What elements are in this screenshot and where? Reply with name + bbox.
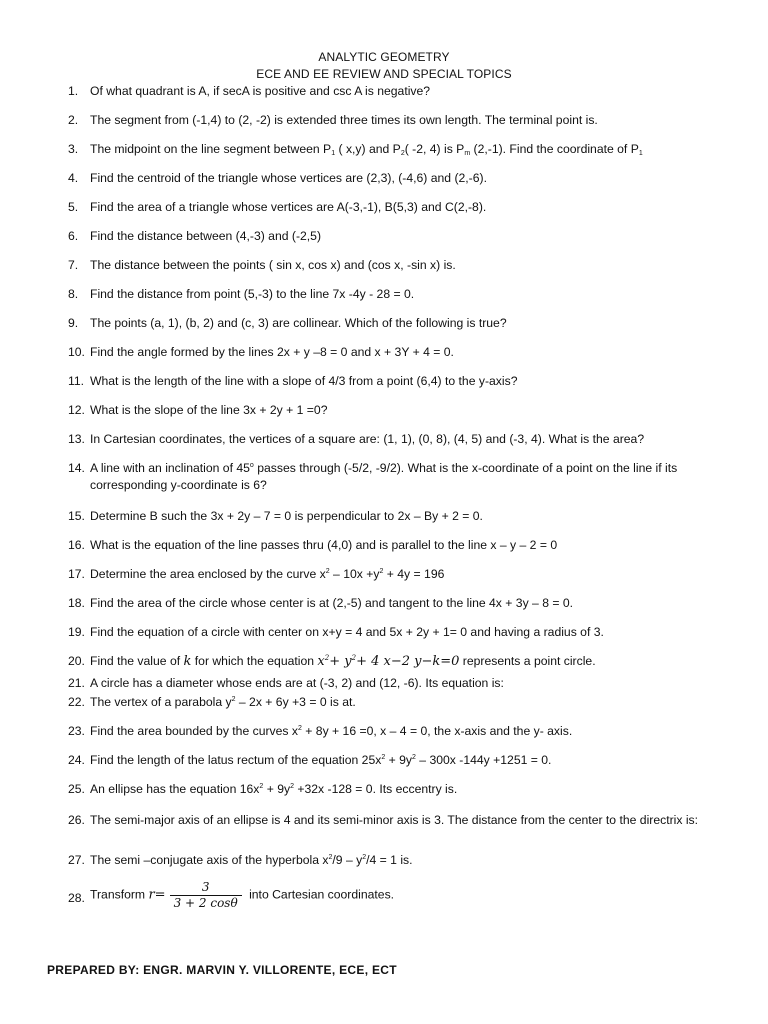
question-text: Find the length of the latus rectum of the equation $25x^2 + 9y^2 - 300x$ -144y +1251 = 0. (90, 753, 552, 767)
question-item (68, 315, 728, 332)
question-item (68, 373, 728, 390)
question-number: 17. (68, 567, 85, 581)
question-text: Of what quadrant is A, if secA is positive and csc A is negative? (90, 84, 431, 98)
prepared-by-footer: PREPARED BY: ENGR. MARVIN Y. VILLORENTE, ECE, ECT (47, 963, 397, 977)
question-text: Transform r= $\frac{3}{3 + 2 \cos\theta}$ into Cartesian coordinates. (90, 880, 395, 910)
question-item (68, 112, 728, 129)
question-text: Find the area bounded by the curves $x^2 + 8y + 16 =0$, x – 4 = 0, the x-axis and the y- axis. (90, 724, 573, 738)
question-item (68, 675, 728, 692)
question-number: 22. (68, 695, 85, 709)
question-number: 9. (68, 316, 79, 330)
question-number: 27. (68, 853, 85, 867)
question-number: 3. (68, 142, 79, 156)
question-text: Find the angle formed by the lines 2x + y –8 = 0 and x + 3Y + 4 = 0. (90, 345, 454, 359)
question-text: What is the equation of the line passes thru (4,0) and is parallel to the line x – y – 2 = 0 (90, 538, 558, 552)
question-text: The semi –conjugate axis of the hyperbola $x^2/9 - y^2/4 = 1$ is. (90, 853, 413, 867)
question-item (68, 508, 728, 525)
question-number: 24. (68, 753, 85, 767)
question-number: 1. (68, 84, 79, 98)
question-number: 19. (68, 625, 85, 639)
question-item (68, 694, 728, 711)
question-item (68, 537, 728, 554)
question-number: 15. (68, 509, 85, 523)
question-item (68, 781, 728, 798)
question-item (68, 595, 728, 612)
question-number: 10. (68, 345, 85, 359)
question-number: 13. (68, 432, 85, 446)
question-text: What is the slope of the line 3x + 2y + 1 =0? (90, 403, 328, 417)
question-number: 14. (68, 461, 85, 475)
question-text: Find the distance from point (5,-3) to the line 7x -4y - 28 = 0. (90, 287, 415, 301)
question-item (68, 83, 728, 100)
question-text: The midpoint on the line segment between $P_1$ ( x,y) and $P_2$( -2, 4) is $P_m$ (2,-1). Find the coordinate of $P_1$ (90, 142, 643, 157)
question-number: 7. (68, 258, 79, 272)
question-item (68, 566, 728, 583)
question-item (68, 170, 728, 187)
document-subtitle: ECE AND EE REVIEW AND SPECIAL TOPICS (256, 67, 512, 81)
question-item (68, 752, 728, 769)
document-title: ANALYTIC GEOMETRY (318, 50, 450, 64)
point-circle-equation: $x^2+ y^2+ 4$ x−2 y−k=0 (317, 654, 460, 669)
question-text: A line with an inclination of 45$^o$ passes through (-5/2, -9/2). What is the x-coordinate of a point on the line if its corresponding y-coordinate is 6? (90, 461, 678, 492)
question-text: What is the length of the line with a slope of 4/3 from a point (6,4) to the y-axis? (90, 374, 518, 388)
question-text: Find the area of a triangle whose vertices are A(-3,-1), B(5,3) and C(2,-8). (90, 200, 487, 214)
question-text: Find the area of the circle whose center is at (2,-5) and tangent to the line 4x + 3y – 8 = 0. (90, 596, 574, 610)
question-number: 12. (68, 403, 85, 417)
question-item (68, 257, 728, 274)
question-text: The distance between the points ( sin x, cos x) and (cos x, -sin x) is. (90, 258, 456, 272)
question-item (68, 286, 728, 303)
question-text: A circle has a diameter whose ends are at (-3, 2) and (12, -6). Its equation is: (90, 676, 504, 690)
question-item (68, 344, 728, 361)
question-item (68, 431, 728, 448)
question-text: An ellipse has the equation $16x^2 + 9y^2 +32x$ -128 = 0. Its eccentry is. (90, 782, 458, 796)
question-text: Find the equation of a circle with center on x+y = 4 and 5x + 2y + 1= 0 and having a radius of 3. (90, 625, 604, 639)
question-item (68, 880, 728, 911)
question-number: 25. (68, 782, 85, 796)
question-text: The points (a, 1), (b, 2) and (c, 3) are collinear. Which of the following is true? (90, 316, 507, 330)
question-item (68, 723, 728, 740)
question-item (68, 199, 728, 216)
question-text: The vertex of a parabola $y^2 - 2x + 6y +3 = 0$ is at. (90, 695, 356, 709)
question-item (68, 852, 728, 869)
question-number: 5. (68, 200, 79, 214)
question-number: 18. (68, 596, 85, 610)
question-item (68, 812, 728, 829)
question-number: 16. (68, 538, 85, 552)
question-number: 8. (68, 287, 79, 301)
question-number: 23. (68, 724, 85, 738)
question-item (68, 460, 728, 494)
question-number: 6. (68, 229, 79, 243)
question-item (68, 228, 728, 245)
question-number: 4. (68, 171, 79, 185)
question-text: The semi-major axis of an ellipse is 4 and its semi-minor axis is 3. The distance from the center to the directrix is: (90, 813, 699, 827)
question-item (68, 141, 728, 158)
question-number: 2. (68, 113, 79, 127)
question-number: 11. (68, 374, 85, 388)
question-text: Find the centroid of the triangle whose vertices are (2,3), (-4,6) and (2,-6). (90, 171, 487, 185)
question-item (68, 402, 728, 419)
question-number: 20. (68, 654, 85, 668)
question-text: Find the distance between (4,-3) and (-2,5) (90, 229, 322, 243)
question-number: 26. (68, 813, 85, 827)
question-text: The segment from (-1,4) to (2, -2) is extended three times its own length. The terminal point is. (90, 113, 598, 127)
question-number: 21. (68, 676, 85, 690)
question-item (68, 624, 728, 641)
question-text: In Cartesian coordinates, the vertices of a square are: (1, 1), (0, 8), (4, 5) and (-3, 4). What is the area? (90, 432, 645, 446)
polar-equation-fraction: $\frac{3}{3 + 2 \cos\theta}$ (170, 880, 242, 911)
question-text: Determine the area enclosed by the curve $x^2 - 10x +y^2 + 4y = 196$ (90, 567, 445, 581)
question-item (68, 653, 728, 670)
question-number: 28. (68, 891, 85, 905)
question-text: Find the value of k for which the equation $x^2+ y^2+ 4$ x−2 y−k=0 represents a point circle. (90, 654, 596, 669)
question-text: Determine B such the 3x + 2y – 7 = 0 is perpendicular to 2x – By + 2 = 0. (90, 509, 483, 523)
